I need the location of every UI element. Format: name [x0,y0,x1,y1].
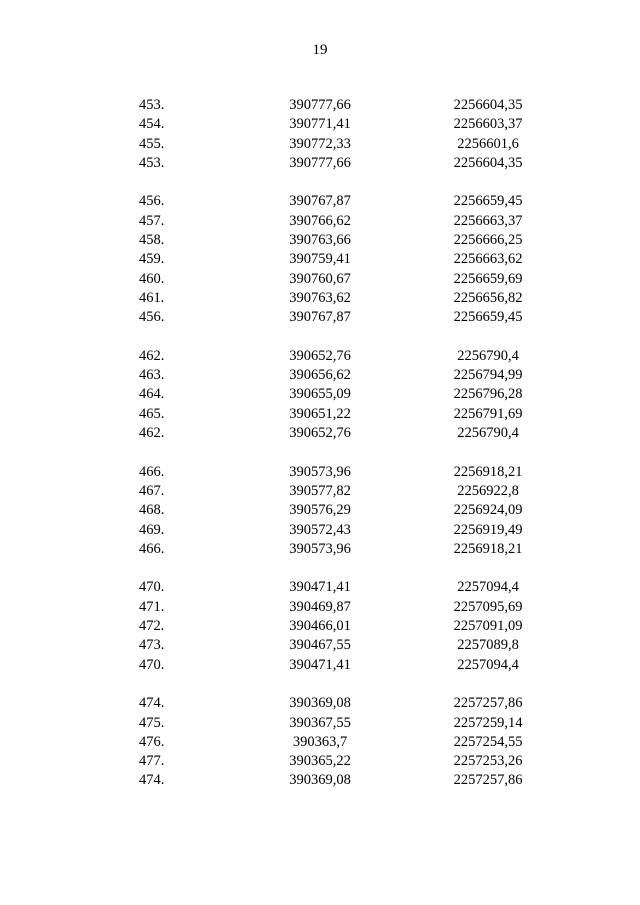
coordinate-x: 390369,08 [289,695,351,712]
point-number: 464. [139,386,165,403]
coordinate-x: 390573,96 [289,540,351,557]
table-row [0,714,640,733]
point-number: 466. [139,463,165,480]
coordinate-x: 390471,41 [289,656,351,673]
coordinate-y: 2256663,62 [453,251,523,268]
point-number: 470. [139,656,165,673]
table-row [0,385,640,404]
point-number: 471. [139,598,165,615]
coordinate-y: 2257257,86 [453,772,523,789]
coordinate-x: 390577,82 [289,482,351,499]
point-number: 457. [139,212,165,229]
point-number: 462. [139,347,165,364]
coordinate-y: 2256796,28 [453,386,523,403]
point-number: 458. [139,232,165,249]
coordinate-x: 390467,55 [289,637,351,654]
coordinate-y: 2256922,8 [457,482,519,499]
coordinate-y: 2257254,55 [453,733,523,750]
table-row [0,424,640,443]
coordinate-y: 2256790,4 [457,425,519,442]
point-number: 476. [139,733,165,750]
table-row [0,96,640,115]
table-row [0,771,640,790]
coordinate-x: 390576,29 [289,502,351,519]
coordinate-x: 390771,41 [289,116,351,133]
coordinate-y: 2256604,35 [453,97,523,113]
table-row [0,405,640,424]
table-row [0,154,640,173]
point-number: 456. [139,193,165,210]
point-number: 460. [139,270,165,287]
coordinate-x: 390767,87 [289,309,351,326]
coordinate-y: 2256659,69 [453,270,523,287]
point-number: 477. [139,753,165,770]
coordinate-y: 2257257,86 [453,695,523,712]
coordinate-x: 390760,67 [289,270,351,287]
coordinate-y: 2256791,69 [453,405,523,422]
coordinate-y: 2257095,69 [453,598,523,615]
coordinate-x: 390766,62 [289,212,351,229]
table-row [0,289,640,308]
coordinate-x: 390763,62 [289,289,351,306]
coordinate-y: 2257089,8 [457,637,519,654]
coordinate-x: 390777,66 [289,154,351,171]
table-row [0,598,640,617]
point-number: 470. [139,579,165,596]
coordinate-x: 390652,76 [289,425,351,442]
table-row [0,733,640,752]
coordinate-x: 390767,87 [289,193,351,210]
point-number: 453. [139,154,165,171]
coordinate-y: 2256790,4 [457,347,519,364]
point-number: 474. [139,695,165,712]
point-number: 453. [139,97,165,113]
point-number: 466. [139,540,165,557]
table-row [0,231,640,250]
coordinate-y: 2256919,49 [453,521,523,538]
table-row [0,308,640,327]
page-number: 19 [312,42,328,58]
coordinate-x: 390573,96 [289,463,351,480]
coordinate-x: 390369,08 [289,772,351,789]
coordinate-x: 390655,09 [289,386,351,403]
coordinate-y: 2256918,21 [453,540,523,557]
point-number: 454. [139,116,165,133]
coordinate-x: 390469,87 [289,598,351,615]
table-row [0,752,640,771]
table-row [0,617,640,636]
coordinate-y: 2256656,82 [453,289,523,306]
table-row [0,482,640,501]
coordinate-y: 2257094,4 [457,656,519,673]
point-number: 463. [139,367,165,384]
coordinate-x: 390471,41 [289,579,351,596]
coordinate-x: 390763,66 [289,232,351,249]
table-row [0,250,640,269]
coordinate-x: 390652,76 [289,347,351,364]
point-number: 459. [139,251,165,268]
table-row [0,521,640,540]
coordinate-x: 390365,22 [289,753,351,770]
coordinate-x: 390772,33 [289,135,351,152]
point-number: 468. [139,502,165,519]
coordinate-x: 390759,41 [289,251,351,268]
coordinate-y: 2256663,37 [453,212,523,229]
coordinate-y: 2256604,35 [453,154,523,171]
point-number: 472. [139,618,165,635]
coordinate-group [0,96,640,173]
table-row [0,694,640,713]
coordinate-y: 2256924,09 [453,502,523,519]
point-number: 469. [139,521,165,538]
table-row [0,212,640,231]
coordinate-y: 2257091,09 [453,618,523,635]
table-row [0,656,640,675]
table-row [0,578,640,597]
table-row [0,270,640,289]
coordinate-table [0,96,640,810]
coordinate-y: 2256794,99 [453,367,523,384]
table-row [0,366,640,385]
coordinate-y: 2257094,4 [457,579,519,596]
table-row [0,463,640,482]
coordinate-group [0,192,640,327]
point-number: 461. [139,289,165,306]
point-number: 462. [139,425,165,442]
table-row [0,192,640,211]
coordinate-group [0,463,640,559]
coordinate-y: 2257259,14 [453,714,523,731]
point-number: 465. [139,405,165,422]
coordinate-group [0,694,640,790]
coordinate-group [0,347,640,443]
table-row [0,115,640,134]
coordinate-x: 390656,62 [289,367,351,384]
coordinate-y: 2256603,37 [453,116,523,133]
coordinate-y: 2256918,21 [453,463,523,480]
coordinate-y: 2256601,6 [457,135,519,152]
coordinate-x: 390651,22 [289,405,351,422]
table-row [0,347,640,366]
coordinate-y: 2256659,45 [453,193,523,210]
table-row [0,501,640,520]
coordinate-y: 2256666,25 [453,232,523,249]
point-number: 467. [139,482,165,499]
coordinate-group [0,578,640,674]
table-row [0,636,640,655]
point-number: 475. [139,714,165,731]
coordinate-x: 390363,7 [292,733,348,750]
coordinate-x: 390572,43 [289,521,351,538]
coordinate-y: 2256659,45 [453,309,523,326]
table-row [0,540,640,559]
coordinate-x: 390367,55 [289,714,351,731]
point-number: 456. [139,309,165,326]
point-number: 474. [139,772,165,789]
point-number: 455. [139,135,165,152]
table-row [0,135,640,154]
coordinate-x: 390466,01 [289,618,351,635]
point-number: 473. [139,637,165,654]
coordinate-y: 2257253,26 [453,753,523,770]
coordinate-x: 390777,66 [289,97,351,113]
